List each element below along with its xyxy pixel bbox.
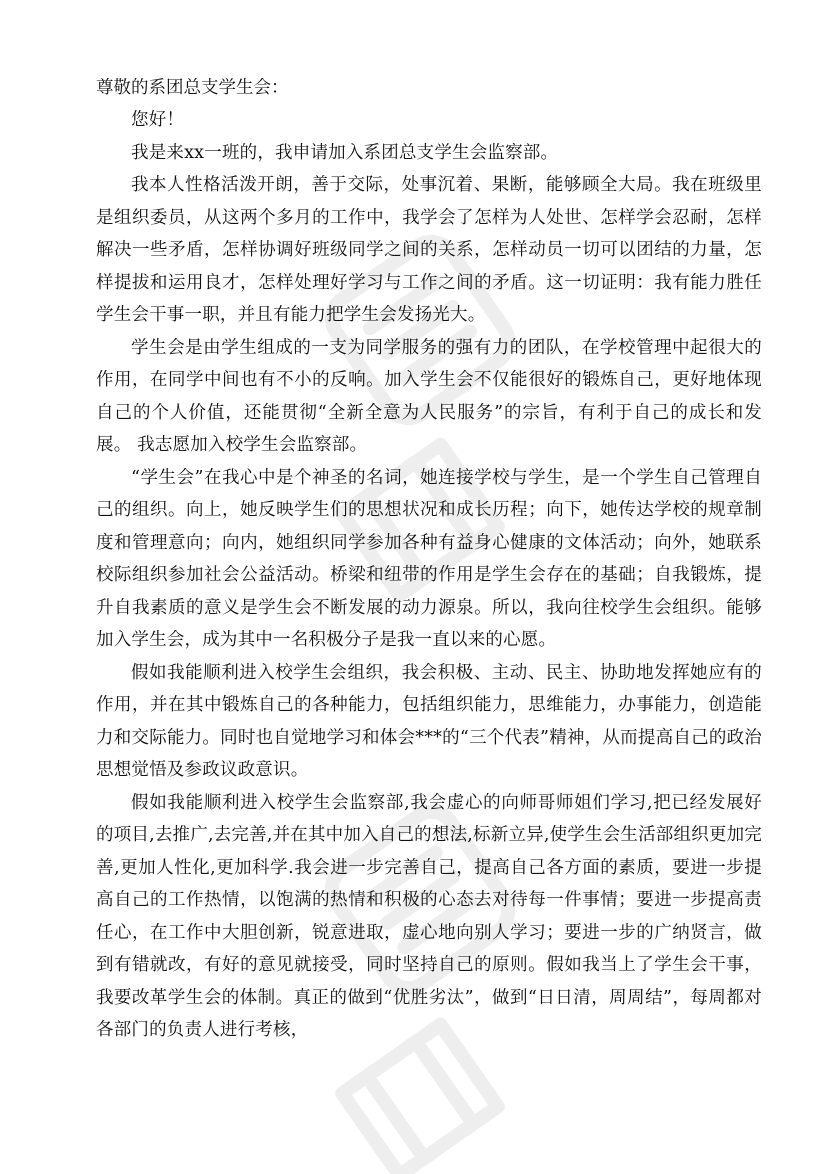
paragraph-5: 假如我能顺利进入校学生会组织，我会积极、主动、民主、协助地发挥她应有的作用，并在其中锻炼自己的各种能力，包括组织能力，思维能力，办事能力，创造能力和交际能力。同时也自觉地学习和体会***的“三个代表”精神，从而提高自己的政治思想觉悟及参政议政意识。: [96, 662, 762, 780]
greeting: 您好！: [131, 110, 185, 130]
paragraph-3: 学生会是由学生组成的一支为同学服务的强有力的团队，在学校管理中起很大的作用，在同学中间也有不小的反响。加入学生会不仅能很好的锻炼自己，更好地体现自己的个人价值，还能贯彻“全新全意为人民服务”的宗旨，有利于自己的成长和发展。 我志愿加入校学生会监察部。: [96, 337, 762, 455]
letter-body: [96, 72, 762, 1047]
salutation: 尊敬的系团总支学生会：: [96, 78, 289, 98]
paragraph-4: “学生会”在我心中是个神圣的名词，她连接学校与学生，是一个学生自己管理自己的组织。向上，她反映学生们的思想状况和成长历程；向下，她传达学校的规章制度和管理意向；向内，她组织同学参加各种有益身心健康的文体活动；向外，她联系校际组织参加社会公益活动。桥梁和纽带的作用是学生会存在的基础；自我锻炼，提升自我素质的意义是学生会不断发展的动力源泉。所以，我向往校学生会组织。能够加入学生会，成为其中一名积极分子是我一直以来的心愿。: [96, 467, 762, 650]
paragraph-1: 我是来xx一班的，我申请加入系团总支学生会监察部。: [131, 142, 559, 163]
paragraph-2: 我本人性格活泼开朗，善于交际，处事沉着、果断，能够顾全大局。我在班级里是组织委员，从这两个多月的工作中，我学会了怎样为人处世、怎样学会忍耐，怎样解决一些矛盾，怎样协调好班级同学之间的关系，怎样动员一切可以团结的力量，怎样提拔和运用良才，怎样处理好学习与工作之间的矛盾。这一切证明：我有能力胜任学生会干事一职，并且有能力把学生会发扬光大。: [96, 175, 762, 325]
paragraph-6: 假如我能顺利进入校学生会监察部,我会虚心的向师哥师姐们学习,把已经发展好的项目,去推广,去完善,并在其中加入自己的想法,标新立异,使学生会生活部组织更加完善,更加人性化,更加科学.我会进一步完善自己，提高自己各方面的素质，要进一步提高自己的工作热情，以饱满的热情和积极的心态去对待每一件事情；要进一步提高责任心，在工作中大胆创新，锐意进取，虚心地向别人学习；要进一步的广纳贤言，做到有错就改，有好的意见就接受，同时坚持自己的原则。假如我当上了学生会干事，我要改革学生会的体制。真正的做到“优胜劣汰”，做到“日日清，周周结”，每周都对各部门的负责人进行考核，: [96, 792, 763, 1040]
